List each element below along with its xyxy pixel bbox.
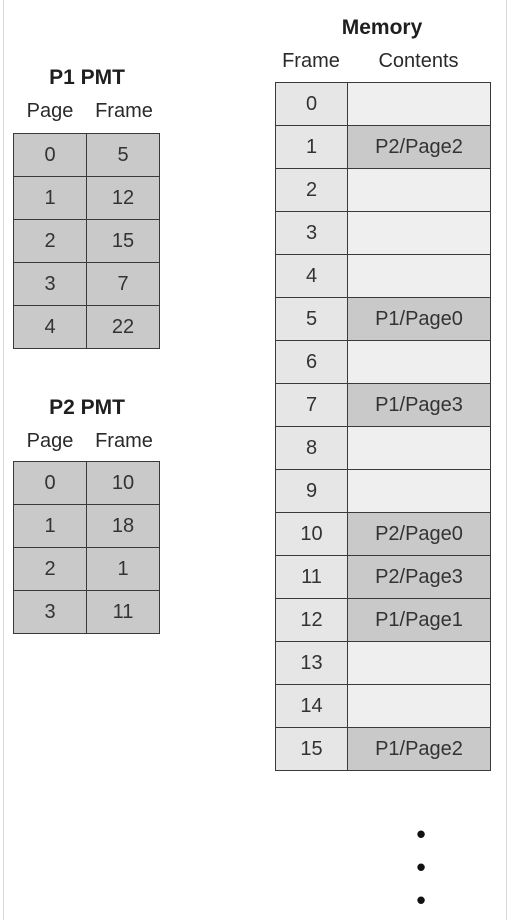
pmt-row [14,462,160,505]
memory-contents-cell [348,255,491,298]
frame-cell: 12 [87,177,160,220]
page-cell: 0 [14,462,87,505]
continuation-ellipsis: • • • [416,819,426,915]
memory-row [276,83,491,126]
memory-frame-number: 0 [276,83,348,126]
memory-row [276,685,491,728]
pmt-row [14,505,160,548]
memory-row [276,728,491,771]
page-cell: 1 [14,505,87,548]
memory-contents-cell [348,341,491,384]
memory-contents-cell: P1/Page2 [348,728,491,771]
pmt-row [14,134,160,177]
p2-frame-header: Frame [95,430,153,452]
p2-pmt-table [13,461,160,634]
frame-cell: 7 [87,263,160,306]
memory-frame-number: 4 [276,255,348,298]
memory-frame-number: 6 [276,341,348,384]
memory-contents-cell: P2/Page0 [348,513,491,556]
memory-title: Memory [341,16,423,39]
frame-cell: 22 [87,306,160,349]
memory-row [276,470,491,513]
frame-cell: 18 [87,505,160,548]
memory-frame-number: 15 [276,728,348,771]
page-cell: 4 [14,306,87,349]
memory-frame-number: 12 [276,599,348,642]
frame-cell: 10 [87,462,160,505]
p1-pmt-title: P1 PMT [49,66,125,89]
memory-contents-cell [348,212,491,255]
memory-frame-number: 11 [276,556,348,599]
memory-frame-number: 8 [276,427,348,470]
frame-cell: 11 [87,591,160,634]
memory-row [276,384,491,427]
page-cell: 3 [14,263,87,306]
memory-frame-number: 13 [276,642,348,685]
memory-frame-number: 3 [276,212,348,255]
memory-frame-number: 2 [276,169,348,212]
memory-frame-number: 1 [276,126,348,169]
memory-contents-cell: P1/Page1 [348,599,491,642]
memory-frame-number: 14 [276,685,348,728]
memory-frame-number: 7 [276,384,348,427]
memory-row [276,255,491,298]
memory-frame-number: 10 [276,513,348,556]
memory-contents-cell [348,470,491,513]
page-cell: 3 [14,591,87,634]
memory-contents-header: Contents [378,50,459,72]
memory-row [276,427,491,470]
p1-page-header: Page [26,100,74,122]
memory-row [276,169,491,212]
pmt-row [14,263,160,306]
frame-cell: 15 [87,220,160,263]
page-cell: 0 [14,134,87,177]
memory-contents-cell: P1/Page0 [348,298,491,341]
page-cell: 1 [14,177,87,220]
memory-contents-cell: P1/Page3 [348,384,491,427]
page-cell: 2 [14,548,87,591]
memory-row [276,298,491,341]
pmt-row [14,591,160,634]
memory-contents-cell [348,83,491,126]
p1-pmt-table [13,133,160,349]
pmt-row [14,306,160,349]
page-cell: 2 [14,220,87,263]
memory-frame-number: 5 [276,298,348,341]
frame-cell: 1 [87,548,160,591]
memory-contents-cell [348,642,491,685]
pmt-row [14,220,160,263]
pmt-row [14,548,160,591]
memory-row [276,642,491,685]
p2-page-header: Page [26,430,74,452]
memory-contents-cell [348,427,491,470]
memory-row [276,599,491,642]
memory-row [276,126,491,169]
memory-row [276,212,491,255]
memory-table [275,82,491,771]
memory-contents-cell [348,685,491,728]
memory-frame-number: 9 [276,470,348,513]
memory-row [276,513,491,556]
p2-pmt-title: P2 PMT [49,396,125,419]
memory-frame-header: Frame [282,50,340,72]
memory-contents-cell: P2/Page2 [348,126,491,169]
frame-cell: 5 [87,134,160,177]
memory-row [276,556,491,599]
p1-frame-header: Frame [95,100,153,122]
pmt-row [14,177,160,220]
memory-contents-cell [348,169,491,212]
memory-contents-cell: P2/Page3 [348,556,491,599]
memory-row [276,341,491,384]
